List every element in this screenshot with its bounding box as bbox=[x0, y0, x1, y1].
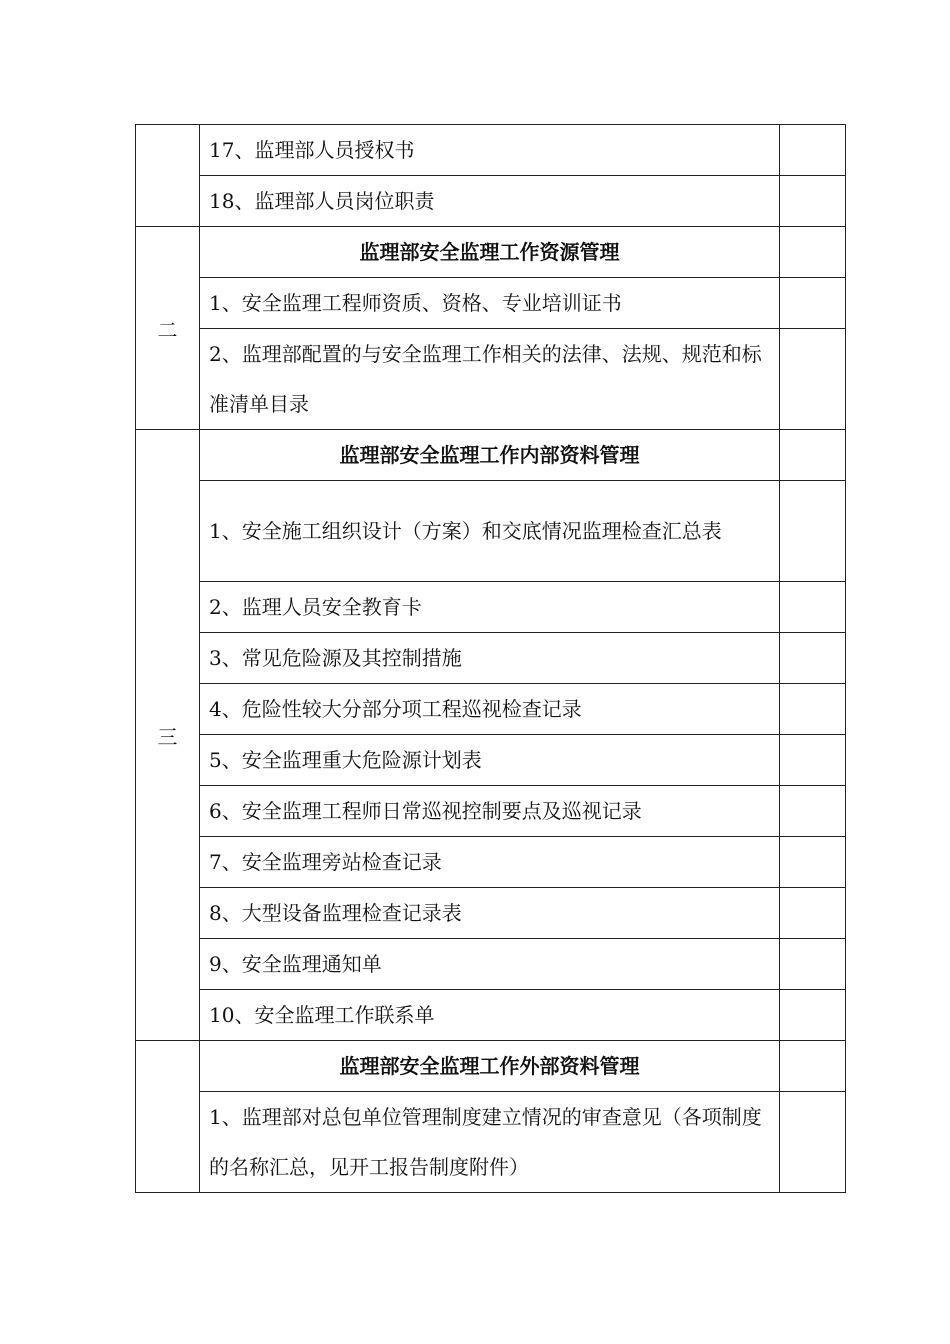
table-row bbox=[136, 125, 846, 176]
table-row bbox=[136, 329, 846, 430]
remark-cell bbox=[780, 481, 846, 582]
table-row bbox=[136, 1092, 846, 1193]
table-row bbox=[136, 430, 846, 481]
document-table bbox=[135, 124, 846, 1193]
remark-cell bbox=[780, 278, 846, 329]
remark-cell bbox=[780, 430, 846, 481]
remark-cell bbox=[780, 684, 846, 735]
item-cell: 3、常见危险源及其控制措施 bbox=[200, 633, 780, 684]
item-cell: 1、安全监理工程师资质、资格、专业培训证书 bbox=[200, 278, 780, 329]
table-row bbox=[136, 735, 846, 786]
section-number-cell bbox=[136, 125, 200, 227]
remark-cell bbox=[780, 329, 846, 430]
table-row bbox=[136, 633, 846, 684]
remark-cell bbox=[780, 939, 846, 990]
table-row bbox=[136, 990, 846, 1041]
item-cell: 18、监理部人员岗位职责 bbox=[200, 176, 780, 227]
remark-cell bbox=[780, 990, 846, 1041]
remark-cell bbox=[780, 735, 846, 786]
section-number-cell bbox=[136, 1041, 200, 1193]
remark-cell bbox=[780, 786, 846, 837]
table-row bbox=[136, 1041, 846, 1092]
table-row bbox=[136, 888, 846, 939]
remark-cell bbox=[780, 1041, 846, 1092]
table-row bbox=[136, 227, 846, 278]
remark-cell bbox=[780, 125, 846, 176]
item-cell: 17、监理部人员授权书 bbox=[200, 125, 780, 176]
item-cell: 2、监理人员安全教育卡 bbox=[200, 582, 780, 633]
item-cell: 9、安全监理通知单 bbox=[200, 939, 780, 990]
remark-cell bbox=[780, 582, 846, 633]
item-cell: 2、监理部配置的与安全监理工作相关的法律、法规、规范和标准清单目录 bbox=[200, 329, 780, 430]
remark-cell bbox=[780, 633, 846, 684]
remark-cell bbox=[780, 227, 846, 278]
table-row bbox=[136, 837, 846, 888]
remark-cell bbox=[780, 1092, 846, 1193]
table-row bbox=[136, 684, 846, 735]
section-heading: 监理部安全监理工作内部资料管理 bbox=[200, 430, 780, 481]
table-row bbox=[136, 481, 846, 582]
remark-cell bbox=[780, 176, 846, 227]
item-cell: 8、大型设备监理检查记录表 bbox=[200, 888, 780, 939]
section-heading: 监理部安全监理工作外部资料管理 bbox=[200, 1041, 780, 1092]
item-cell: 10、安全监理工作联系单 bbox=[200, 990, 780, 1041]
item-cell: 5、安全监理重大危险源计划表 bbox=[200, 735, 780, 786]
table-row bbox=[136, 176, 846, 227]
item-cell: 4、危险性较大分部分项工程巡视检查记录 bbox=[200, 684, 780, 735]
item-cell: 7、安全监理旁站检查记录 bbox=[200, 837, 780, 888]
remark-cell bbox=[780, 837, 846, 888]
item-cell: 1、监理部对总包单位管理制度建立情况的审查意见（各项制度的名称汇总，见开工报告制度附件） bbox=[200, 1092, 780, 1193]
item-cell: 1、安全施工组织设计（方案）和交底情况监理检查汇总表 bbox=[200, 481, 780, 582]
item-cell: 6、安全监理工程师日常巡视控制要点及巡视记录 bbox=[200, 786, 780, 837]
section-number-cell: 二 bbox=[136, 227, 200, 430]
table-row bbox=[136, 582, 846, 633]
table-row bbox=[136, 786, 846, 837]
section-heading: 监理部安全监理工作资源管理 bbox=[200, 227, 780, 278]
section-number-cell: 三 bbox=[136, 430, 200, 1041]
table-row bbox=[136, 278, 846, 329]
remark-cell bbox=[780, 888, 846, 939]
table-row bbox=[136, 939, 846, 990]
